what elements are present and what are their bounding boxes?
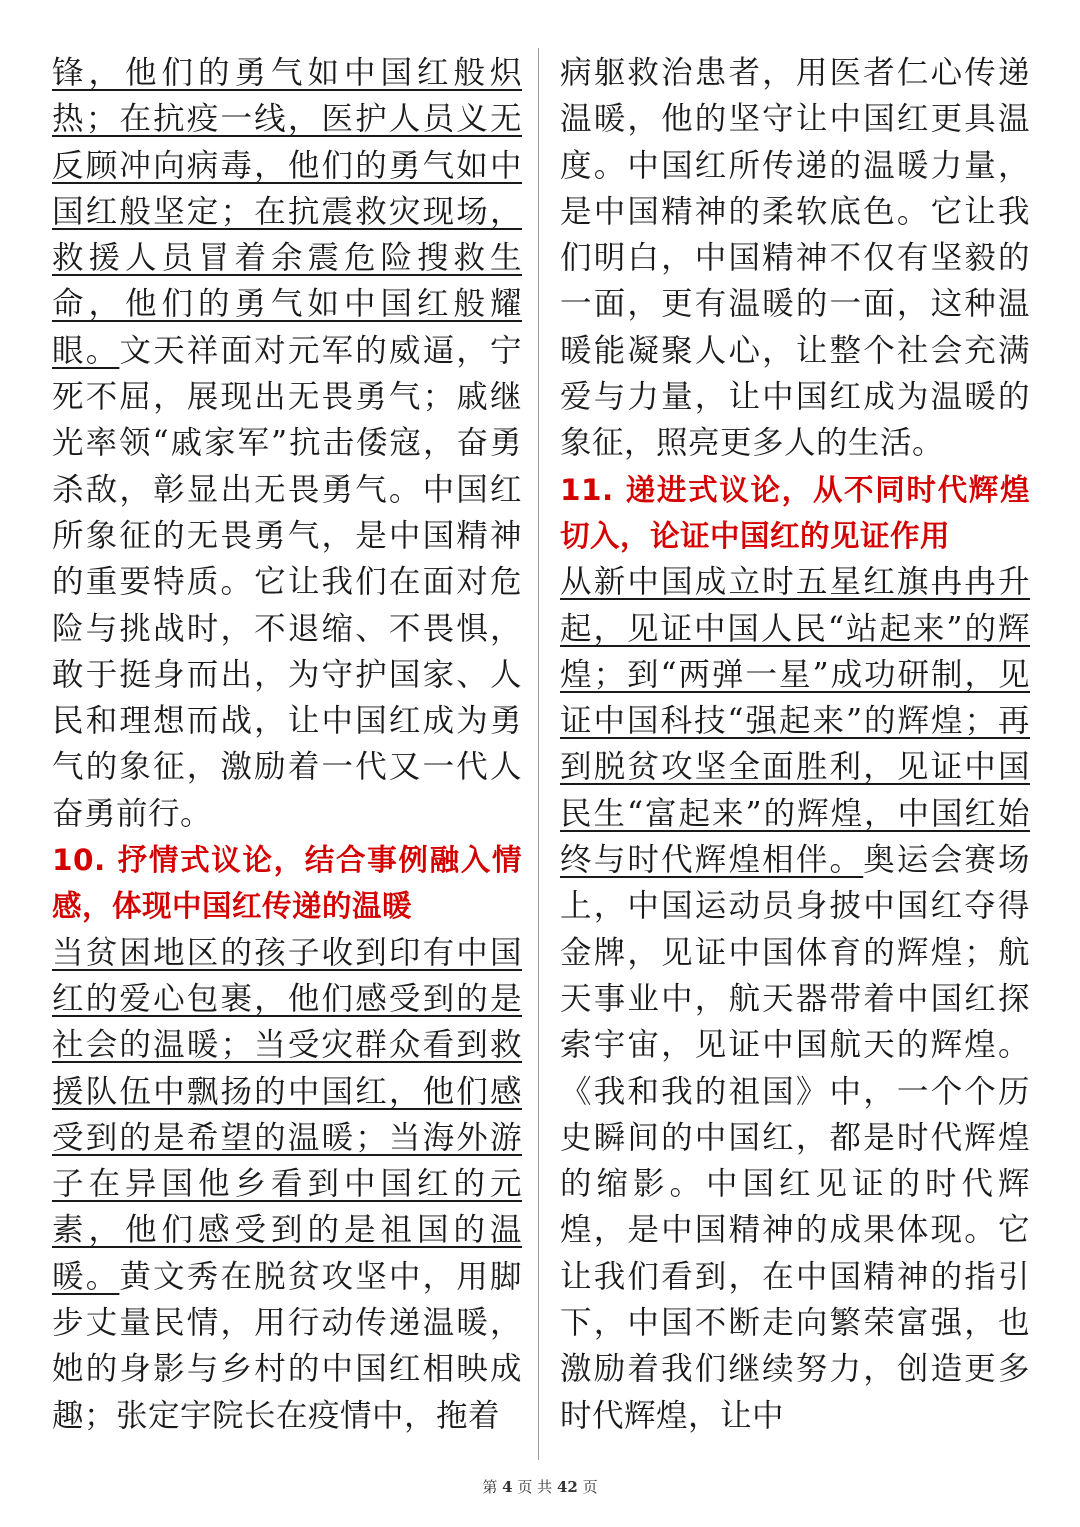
footer-prefix: 第: [482, 1478, 498, 1496]
right-passage-1: 病躯救治患者，用医者仁心传递温暖，他的坚守让中国红更具温度。中国红所传递的温暖力量，是中国精神的柔软底色。它让我们明白，中国精神不仅有坚毅的一面，更有温暖的一面，这种温暖能凝聚人心，让整个社会充满爱与力量，让中国红成为温暖的象征，照亮更多人的生活。: [560, 55, 1030, 462]
right-underlined-passage-2: 从新中国成立时五星红旗冉冉升起，见证中国人民“站起来”的辉煌；到“两弹一星”成功研制，见证中国科技“强起来”的辉煌；再到脱贫攻坚全面胜利，见证中国民生“富起来”的辉煌，中国红始终与时代辉煌相伴。: [560, 564, 1030, 879]
column-divider: [538, 48, 539, 1460]
left-underlined-passage-2: 当贫困地区的孩子收到印有中国红的爱心包裹，他们感受到的是社会的温暖；当受灾群众看到救援队伍中飘扬的中国红，他们感受到的是希望的温暖；当海外游子在异国他乡看到中国红的元素，他们感受到的是祖国的温暖。: [52, 934, 522, 1295]
section-heading-11: 11. 递进式议论，从不同时代辉煌切入，论证中国红的见证作用: [560, 472, 1030, 553]
footer-suffix: 页: [582, 1478, 598, 1496]
footer-middle: 页 共: [517, 1478, 553, 1496]
right-passage-2: 奥运会赛场上，中国运动员身披中国红夺得金牌，见证中国体育的辉煌；航天事业中，航天器带着中国红探索宇宙，见证中国航天的辉煌。《我和我的祖国》中，一个个历史瞬间的中国红，都是时代辉煌的缩影。中国红见证的时代辉煌，是中国精神的成果体现。它让我们看到，在中国精神的指引下，中国不断走向繁荣富强，也激励着我们继续努力，创造更多时代辉煌，让中: [560, 842, 1030, 1434]
left-passage-2: 黄文秀在脱贫攻坚中，用脚步丈量民情，用行动传递温暖，她的身影与乡村的中国红相映成趣；张定宇院长在疫情中，拖着: [52, 1258, 522, 1434]
right-column: [560, 50, 1030, 1439]
left-column: [52, 50, 522, 1439]
page-footer: [0, 1476, 1080, 1497]
section-heading-10: 10. 抒情式议论，结合事例融入情感，体现中国红传递的温暖: [52, 843, 522, 924]
left-underlined-passage-1: 锋，他们的勇气如中国红般炽热；在抗疫一线，医护人员义无反顾冲向病毒，他们的勇气如中国红般坚定；在抗震救灾现场，救援人员冒着余震危险搜救生命，他们的勇气如中国红般耀眼。: [52, 55, 522, 369]
footer-total-pages: 42: [556, 1478, 578, 1496]
footer-page-number: 4: [502, 1478, 513, 1496]
left-passage-1: 文天祥面对元军的威逼，宁死不屈，展现出无畏勇气；戚继光率领“戚家军”抗击倭寇，奋勇杀敌，彰显出无畏勇气。中国红所象征的无畏勇气，是中国精神的重要特质。它让我们在面对危险与挑战时，不退缩、不畏惧，敢于挺身而出，为守护国家、人民和理想而战，让中国红成为勇气的象征，激励着一代又一代人奋勇前行。: [52, 332, 522, 832]
